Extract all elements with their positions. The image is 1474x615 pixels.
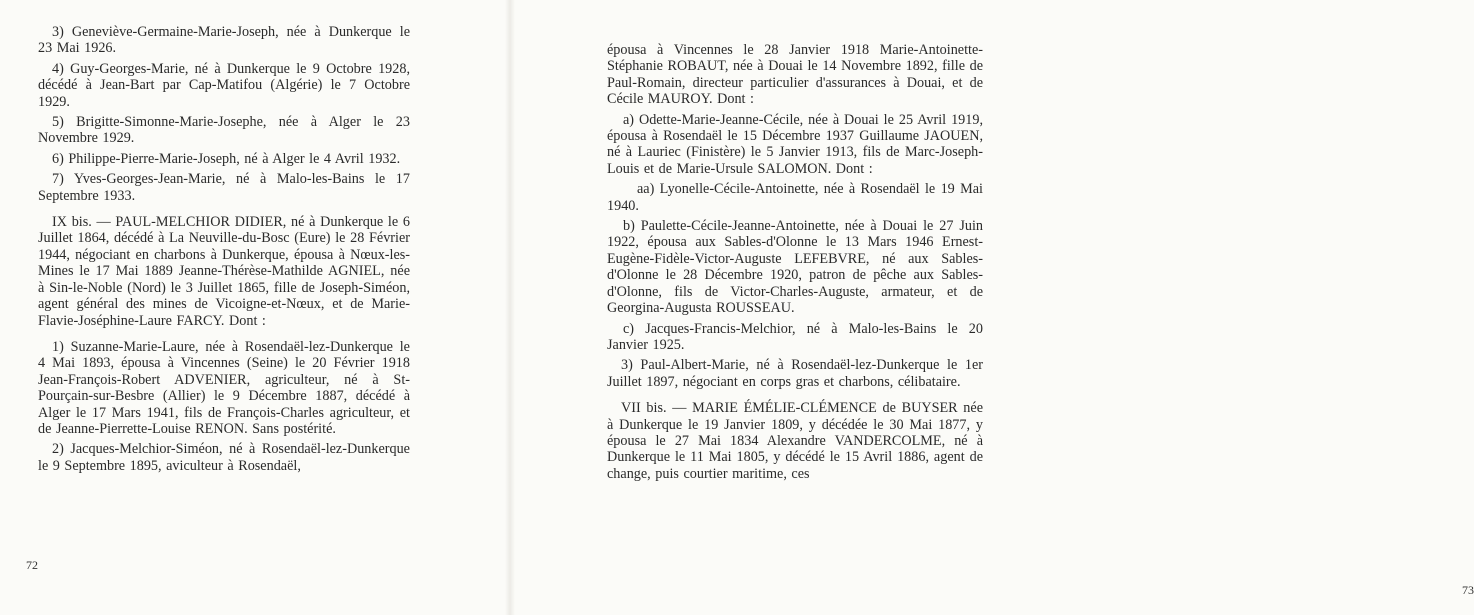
entry-lyonelle: aa) Lyonelle-Cécile-Antoinette, née à Rosendaël le 19 Mai 1940. [607, 181, 983, 214]
entry-ix-bis: IX bis. — PAUL-MELCHIOR DIDIER, né à Dunkerque le 6 Juillet 1864, décédé à La Neuville-du-Bosc (Eure) le 28 Février 1944, négociant en charbons à Dunkerque, épousa à Nœux-les-Mines le 17 Mai 1889 Jeanne-Thérèse-Mathilde AGNIEL, née à Sin-le-Noble (Nord) le 3 Juillet 1865, fille de Joseph-Siméon, agent général des mines de Vicoigne-et-Nœux, et de Marie-Flavie-Joséphine-Laure FARCY. Dont : [38, 214, 410, 329]
right-page [512, 0, 1474, 615]
left-page [0, 0, 505, 615]
page-number-left: 72 [26, 558, 38, 572]
entry-odette: a) Odette-Marie-Jeanne-Cécile, née à Douai le 25 Avril 1919, épousa à Rosendaël le 15 Décembre 1937 Guillaume JAOUEN, né à Lauriec (Finistère) le 5 Janvier 1913, fils de Marc-Joseph-Louis et de Marie-Ursule SALOMON. Dont : [607, 111, 983, 177]
entry-yves: 7) Yves-Georges-Jean-Marie, né à Malo-les-Bains le 17 Septembre 1933. [38, 171, 410, 204]
entry-philippe: 6) Philippe-Pierre-Marie-Joseph, né à Alger le 4 Avril 1932. [52, 150, 401, 167]
entry-suzanne: 1) Suzanne-Marie-Laure, née à Rosendaël-lez-Dunkerque le 4 Mai 1893, épousa à Vincennes (Seine) le 20 Février 1918 Jean-François-Robert ADVENIER, agriculteur, né à St-Pourçain-sur-Besbre (Allier) le 9 Décembre 1887, décédé à Alger le 17 Mars 1941, fils de François-Charles agriculteur, et de Jeanne-Pierrette-Louise RENON. Sans postérité. [38, 338, 410, 437]
entry-genevieve: 3) Geneviève-Germaine-Marie-Joseph, née à Dunkerque le 23 Mai 1926. [38, 24, 410, 57]
left-text-column [38, 24, 410, 478]
entry-brigitte: 5) Brigitte-Simonne-Marie-Josephe, née à Alger le 23 Novembre 1929. [38, 114, 410, 147]
entry-guy: 4) Guy-Georges-Marie, né à Dunkerque le 9 Octobre 1928, décédé à Jean-Bart par Cap-Matifou (Algérie) le 7 Octobre 1929. [38, 60, 410, 110]
entry-vii-bis: VII bis. — MARIE ÉMÉLIE-CLÉMENCE de BUYSER née à Dunkerque le 19 Janvier 1809, y décédée le 30 Mai 1877, y épousa le 27 Mai 1834 Alexandre VANDERCOLME, né à Dunkerque le 11 Mai 1805, y décédé le 15 Avril 1886, agent de change, puis courtier maritime, ces [607, 400, 983, 482]
right-text-column [607, 42, 983, 486]
entry-continuation: épousa à Vincennes le 28 Janvier 1918 Marie-Antoinette-Stéphanie ROBAUT, née à Douai le 14 Novembre 1892, fille de Paul-Romain, directeur particulier d'assurances à Douai, et de Cécile MAUROY. Dont : [607, 42, 983, 108]
entry-jacques-francis: c) Jacques-Francis-Melchior, né à Malo-les-Bains le 20 Janvier 1925. [607, 320, 983, 353]
page-number-right: 73 [1462, 583, 1474, 597]
entry-paul-albert: 3) Paul-Albert-Marie, né à Rosendaël-lez-Dunkerque le 1er Juillet 1897, négociant en corps gras et charbons, célibataire. [607, 357, 983, 390]
entry-paulette: b) Paulette-Cécile-Jeanne-Antoinette, née à Douai le 27 Juin 1922, épousa aux Sables-d'Olonne le 13 Mars 1946 Ernest-Eugène-Fidèle-Victor-Auguste LEFEBVRE, né aux Sables-d'Olonne le 28 Décembre 1920, patron de pêche aux Sables-d'Olonne, fils de Victor-Charles-Auguste, armateur, et de Georgina-Augusta ROUSSEAU. [607, 218, 983, 317]
entry-jacques: 2) Jacques-Melchior-Siméon, né à Rosendaël-lez-Dunkerque le 9 Septembre 1895, aviculteur à Rosendaël, [38, 441, 410, 474]
